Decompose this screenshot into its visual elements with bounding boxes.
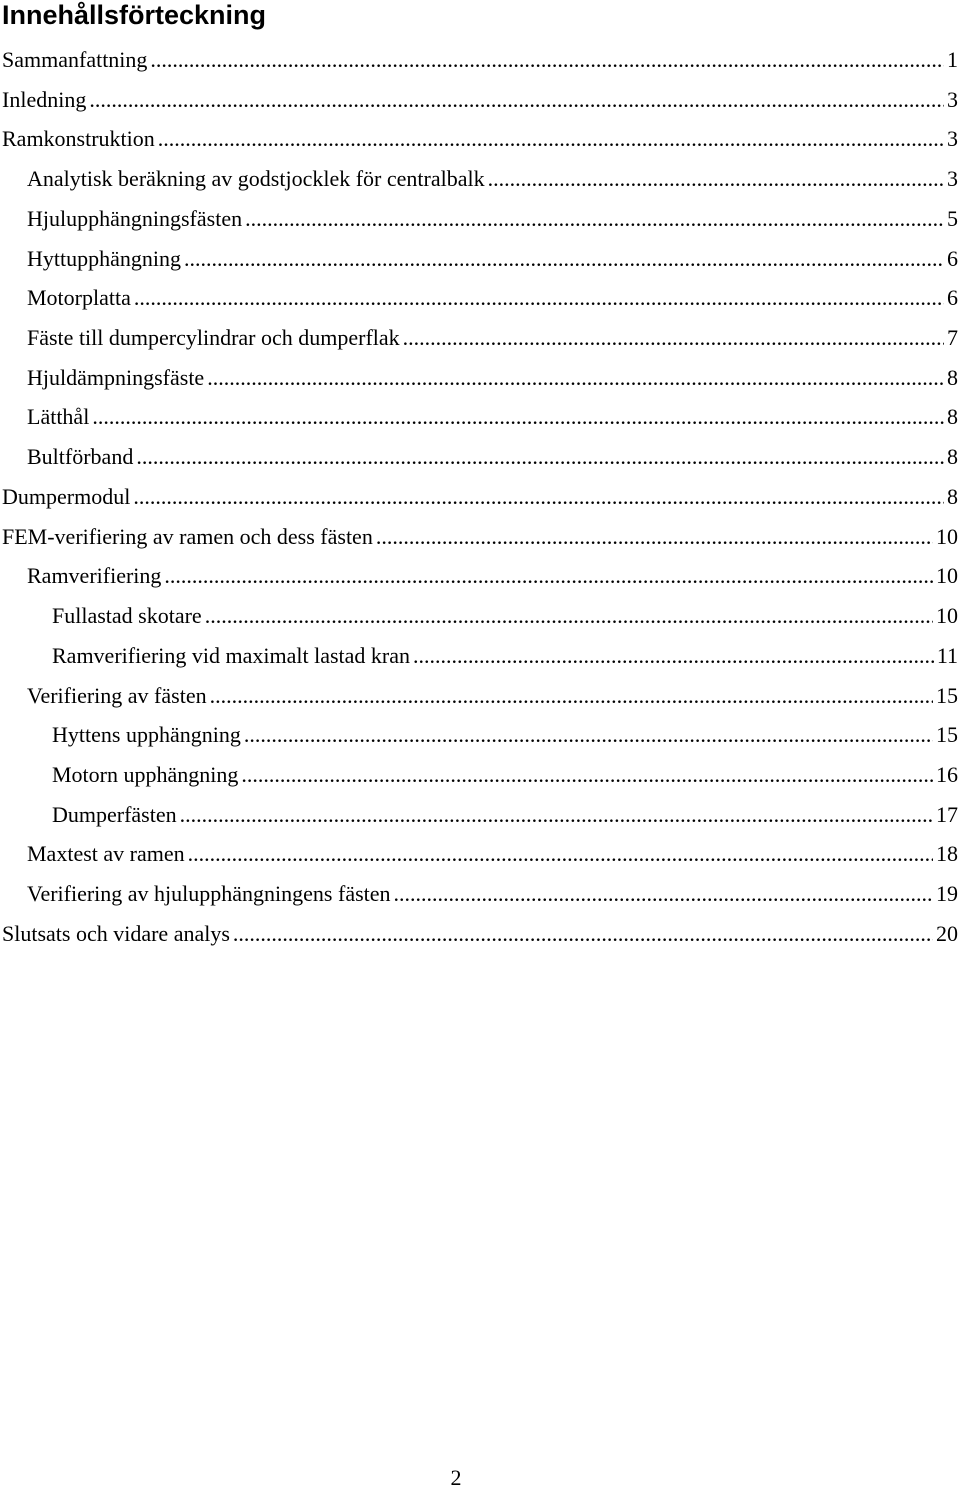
toc-entry[interactable] (0, 40, 958, 80)
toc-entry-page: 15 (936, 682, 958, 708)
toc-entry-page: 1 (947, 47, 958, 72)
toc-entry-page: 3 (947, 166, 958, 192)
toc-entry-page: 3 (947, 86, 958, 112)
toc-entry-label: Sammanfattning (2, 47, 148, 72)
toc-entry[interactable] (0, 517, 958, 557)
toc-entry-label: Ramverifiering (27, 563, 162, 589)
toc-entry-page: 3 (947, 126, 958, 152)
toc-entry[interactable] (0, 715, 958, 755)
toc-dot-leader (376, 517, 933, 557)
toc-entry-label: Hjulupphängningsfästen (27, 205, 243, 231)
toc-entry-page: 10 (936, 523, 958, 549)
toc-dot-leader (158, 119, 944, 159)
toc-entry-page: 8 (947, 444, 958, 470)
toc-entry[interactable] (0, 874, 958, 914)
toc-entry-label: Hyttupphängning (27, 245, 181, 271)
toc-dot-leader (89, 80, 944, 120)
toc-entry[interactable] (0, 119, 958, 159)
toc-entry-label: Hyttens upphängning (52, 722, 241, 748)
toc-dot-leader (205, 596, 933, 636)
toc-dot-leader (188, 834, 933, 874)
toc-dot-leader (244, 715, 933, 755)
toc-entry[interactable] (0, 159, 958, 199)
toc-entry[interactable] (0, 556, 958, 596)
toc-dot-leader (134, 278, 944, 318)
toc-entry-page: 19 (936, 881, 958, 907)
toc-entry-label: Analytisk beräkning av godstjocklek för centralbalk (27, 166, 485, 192)
toc-entry[interactable] (0, 676, 958, 716)
toc-entry-label: Bultförband (27, 444, 134, 470)
toc-entry[interactable] (0, 318, 958, 358)
toc-entry-page: 20 (936, 920, 958, 946)
toc-entry-page: 15 (936, 722, 958, 748)
toc-entry[interactable] (0, 834, 958, 874)
toc-dot-leader (184, 239, 944, 279)
toc-entry-label: Fäste till dumpercylindrar och dumperflak (27, 325, 400, 351)
toc-entry-page: 10 (936, 603, 958, 629)
toc-entry-page: 18 (936, 841, 958, 867)
toc-entry-page: 10 (936, 563, 958, 589)
toc-dot-leader (92, 397, 944, 437)
toc-entry-label: Dumperfästen (52, 801, 177, 827)
page-number: 2 (450, 1465, 462, 1490)
toc-entry[interactable] (0, 358, 958, 398)
toc-entry[interactable] (0, 80, 958, 120)
toc-entry-label: Dumpermodul (2, 483, 131, 509)
toc-entry-page: 6 (947, 285, 958, 311)
toc-dot-leader (394, 874, 933, 914)
toc-entry-label: Motorn upphängning (52, 761, 239, 787)
toc-dot-leader (180, 795, 933, 835)
toc-entry-label: Maxtest av ramen (27, 841, 185, 867)
toc-dot-leader (245, 199, 944, 239)
toc-dot-leader (233, 914, 933, 954)
toc-entry-label: Inledning (2, 86, 87, 112)
toc-entry-label: Hjuldämpningsfäste (27, 364, 205, 390)
toc-entry[interactable] (0, 278, 958, 318)
table-of-contents (0, 40, 958, 954)
toc-entry-label: Motorplatta (27, 285, 131, 311)
toc-entry[interactable] (0, 477, 958, 517)
toc-entry-label: FEM-verifiering av ramen och dess fästen (2, 523, 373, 549)
toc-entry[interactable] (0, 437, 958, 477)
toc-entry[interactable] (0, 914, 958, 954)
toc-dot-leader (164, 556, 933, 596)
toc-dot-leader (403, 318, 944, 358)
toc-entry-label: Fullastad skotare (52, 603, 202, 629)
toc-dot-leader (210, 676, 933, 716)
toc-dot-leader (241, 755, 933, 795)
toc-dot-leader (136, 437, 944, 477)
toc-dot-leader (413, 636, 934, 676)
toc-dot-leader (207, 358, 944, 398)
toc-entry[interactable] (0, 636, 958, 676)
toc-entry-page: 6 (947, 245, 958, 271)
toc-entry-label: Verifiering av hjulupphängningens fästen (27, 881, 391, 907)
toc-heading: Innehållsförteckning (2, 0, 267, 30)
toc-entry-label: Lätthål (27, 404, 90, 430)
toc-dot-leader (150, 40, 944, 80)
toc-dot-leader (488, 159, 944, 199)
toc-entry[interactable] (0, 199, 958, 239)
toc-entry-page: 7 (947, 325, 958, 351)
toc-entry[interactable] (0, 239, 958, 279)
toc-entry-page: 8 (947, 404, 958, 430)
toc-entry[interactable] (0, 596, 958, 636)
toc-entry-page: 11 (936, 642, 958, 668)
toc-entry-label: Ramverifiering vid maximalt lastad kran (52, 642, 411, 668)
toc-entry-page: 8 (947, 483, 958, 509)
toc-entry-page: 5 (947, 205, 958, 231)
toc-dot-leader (133, 477, 944, 517)
toc-entry-label: Ramkonstruktion (2, 126, 155, 152)
toc-entry-label: Slutsats och vidare analys (2, 920, 230, 946)
toc-entry-label: Verifiering av fästen (27, 682, 207, 708)
toc-entry-page: 8 (947, 364, 958, 390)
toc-entry[interactable] (0, 755, 958, 795)
toc-entry-page: 16 (936, 761, 958, 787)
toc-entry-page: 17 (936, 801, 958, 827)
toc-entry[interactable] (0, 397, 958, 437)
toc-entry[interactable] (0, 795, 958, 835)
